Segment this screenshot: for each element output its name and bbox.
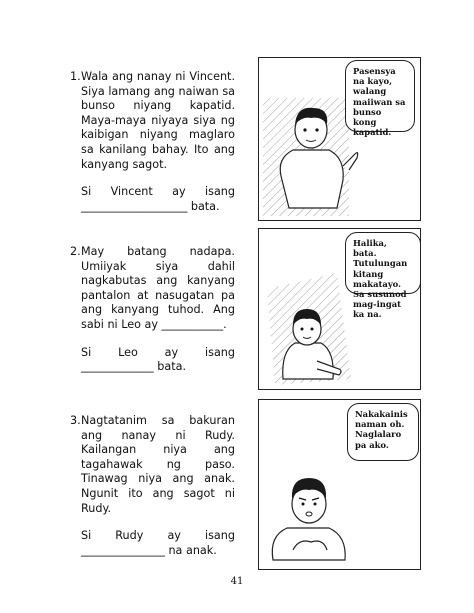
item-question: May batang nadapa. Umiiyak siya dahil nagkabutas ang kanyang pantalon at nasugatan pa ang kanyang tuhod. Ang sabi ni Leo ay ___________.	[81, 245, 235, 331]
item-answer-line: Si Leo ay isang _____________ bata.	[81, 345, 235, 374]
speech-bubble-2: Halika, bata. Tutulungan kitang makatayo. Sa susunod mag-ingat ka na.	[345, 232, 421, 294]
illustration-panel-1	[258, 57, 421, 221]
exercise-item-2	[70, 245, 235, 375]
speech-bubble-1: Pasensya na kayo, walang maiiwan sa bunso kong kapatid.	[345, 60, 415, 132]
illustration-panel-3	[258, 399, 421, 570]
illustration-panel-2	[258, 228, 421, 390]
item-number: 3.	[70, 414, 81, 427]
exercise-item-1	[70, 70, 235, 214]
item-answer-line: Si Vincent ay isang ___________________ bata.	[81, 185, 235, 213]
page-number: 41	[230, 576, 244, 587]
item-question: Nagtatanim sa bakuran ang nanay ni Rudy. Kailangan niya ang tagahawak ng paso. Tinawag niya ang anak. Ngunit ito ang sagot ni Rudy.	[81, 414, 235, 515]
item-number: 1.	[70, 70, 81, 83]
speech-bubble-3: Nakakainis naman oh. Naglalaro pa ako.	[347, 403, 419, 461]
item-number: 2.	[70, 245, 81, 258]
item-answer-line: Si Rudy ay isang _______________ na anak.	[81, 529, 235, 557]
item-question: Wala ang nanay ni Vincent. Siya lamang ang naiwan sa bunso niyang kapatid. Maya-maya niyaya siya ng kaibigan niyang maglaro sa kanilang bahay. Ito ang kanyang sagot.	[81, 70, 235, 171]
exercise-item-3	[70, 414, 235, 558]
